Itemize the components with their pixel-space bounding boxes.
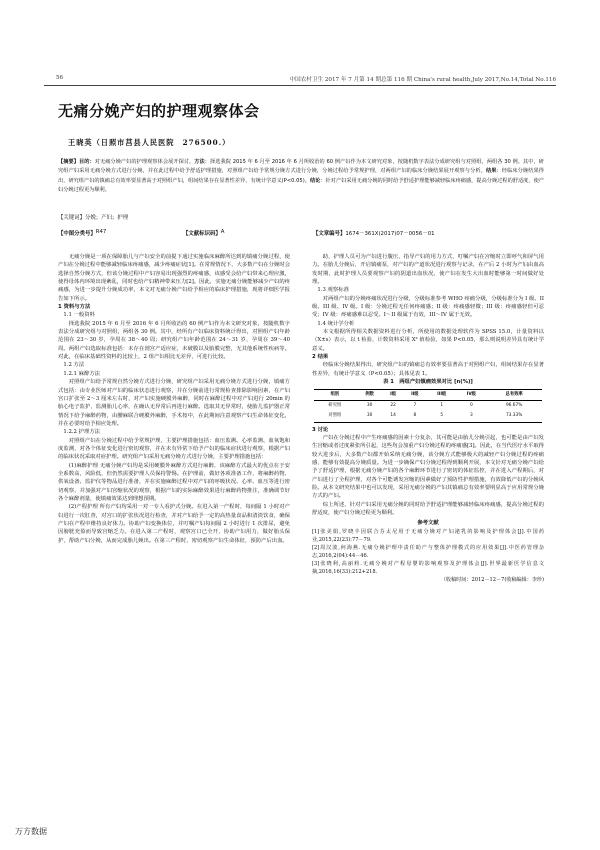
table-header-cell: 组别 [330, 391, 340, 397]
table-header-cell: I级 [390, 391, 397, 397]
table-cell: 1 [440, 402, 444, 408]
doc-code-label: 【文献标识码】 [183, 231, 221, 237]
table-header-row [314, 389, 542, 400]
table-header-cell: II级 [411, 391, 419, 397]
paragraph: 择选我院 2015 年 6 月至 2016 年 6 月所收治的 60 例产妇作为本文研究对象，按随机数字表法分成研究组与对照组，两组各 30 例。其中，经所有产妇临床资料统计得出，对照组产妇年龄范围在 23～30 岁，孕周在 38～40 周；研究组产妇年龄范围在 24～31 岁，孕周在 39～40 周。两组产妇选取标准包括：未存在剖宫产适应症，未破膜以及胎膜完整，无其他系统性疾病等。对此，在临床基础性资料的比较上，2 组产妇相比无差异，可进行比较。 [58, 320, 290, 361]
results-table [314, 389, 542, 423]
subsection-heading: 1.3 观察标准 [317, 287, 349, 294]
result-text: ：经临床分娩结果得出，研究组产妇的镇痛总有效率要显著高于对照组产妇，组间结果存在显著性差异，有统计学意义(P<0.05)。 [58, 168, 544, 184]
references-title: 参考文献 [417, 520, 439, 527]
paragraph: 对两组产妇的分娩疼痛状况进行分级，分级标准参考 WHO 疼痛分级，分级标准分为 I 级、II 级、III 级、IV 级。I 级：分娩过程无任何疼痛感；II 级：疼痛感轻微；III 级：疼痛感轻但可忍受；IV 级：疼痛感难以忍受。I～II 级属于有效，III～IV 属于无效。 [312, 295, 544, 319]
table-cell: 研究组 [328, 402, 342, 408]
table-row [314, 411, 542, 422]
article-no-value: 1674－361X(2017)07－0056－01 [345, 231, 435, 237]
article-title: 无痛分娩产妇的护理观察体会 [58, 102, 260, 120]
section-heading: 3 讨论 [312, 426, 329, 433]
reference-item: [2]周汉波,何海燕.无痛分娩护理中责任助产与整体护理模式的应用效果[J].中医药管理杂志,2016,2(04):44－46. [312, 544, 544, 559]
table-cell: 22 [390, 402, 396, 408]
reference-item: [3]张晓利,高丽莉.无痛分娩对产程母婴的影响观察及护理体会[J].世界最新医学信息文摘,2016,16(33):212+218. [312, 560, 544, 575]
table-cell: 3 [469, 413, 473, 419]
table-header-cell: 例数 [365, 391, 374, 397]
subsection-heading: 1.2 方法 [63, 362, 85, 369]
result-label: 结果 [485, 168, 497, 175]
paragraph: 对照组产妇给予常规自然分娩方式进行分娩，研究组产妇采用无痛分娩方式进行分娩，镇痛方式包括：由专业医师对产妇的临床状态进行观察，并在分娩前进行常规检查排除影响因素，在产妇宫口扩张至 2～3 厘米左右时，对产妇实施硬膜外麻醉，同时在麻醉过程中对产妇进行 20min 的胎心电子监护，监测胎儿心率，在确认无异常后再进行麻醉。选取其无异常时，使胎儿监护器正常情况下给予麻醉药物，由腰麻联合硬膜外麻醉，手术按中，在此期间注意观察产妇生命体征变化，并在必要时给予相应处理。 [58, 379, 290, 427]
table-caption: 表 1 两组产妇镇痛效果对比 [n(%)] [383, 379, 473, 386]
article-no-label: 【文章编号】 [313, 231, 346, 237]
keywords: 【关键词】分娩；产妇；护理 [58, 215, 129, 221]
classification-line [58, 229, 544, 239]
paragraph: 经临床分娩结果得出，研究组产妇的镇痛总有效率要显著高于对照组产妇，组间结果存在显著性差异，有统计学意义（P<0.05）；具体见表 1。 [312, 362, 544, 377]
paragraph: 产妇在分娩过程中产生疼痛感的因素十分复杂，其可能是由胎儿分娩引起，也可能是由产妇发生宫缩或者过度紧张所引起，这些均会加重产妇分娩过程的疼痛感[3]。因此，在当代医疗水平取得较大进步后，大多数产妇都开始采纳无痛分娩，该分娩方式能够极大的减轻产妇分娩过程的疼痛感，能够有效提高分娩质量。为进一步确保产妇分娩过程得到顺利开展，本文针对无痛分娩产妇给予了舒适护理，根据无痛分娩产妇的各个麻醉环节进行了密切的体征监控，并在进入产程期后，对产妇进行了全程护理，对各个可能诱发宫缩的因素做好了预防性护理措施，有效降低产妇的分娩风险。从本文研究结果中也可以发现，采用无痛分娩的产妇其镇痛总有效率要明显高于应用常规分娩方式的产妇。 [312, 434, 545, 500]
right-column [312, 253, 544, 584]
table-cell: 96.67% [505, 402, 523, 408]
table-cell: 30 [366, 413, 373, 419]
journal-info: 中国农村卫生 2017 年 7 月第 14 期总第 116 期 China's rural health,July 2017,No.14,Total No.116 [289, 77, 556, 83]
received-note: （收稿时间：2012－12－7(收稿编辑：李珍) [440, 576, 544, 583]
doc-code-value: A [220, 229, 225, 235]
page-number: 56 [56, 75, 64, 81]
subsection-heading: 1.2.2 护理方法 [63, 429, 101, 436]
left-column [58, 253, 290, 545]
paragraph: 对照组产妇在分娩过程中给予常规护理，主要护理措施包括：血压监测、心率监测、血氧饱和度监测，对各个体征变化进行密切观察，并在未有异常下给予产妇的临床症状进行观察，根据产妇的临床状况采取对症护理。研究组产妇采用无痛分娩方式进行分娩，主要护理措施包括： [58, 437, 290, 461]
reference-item: [1]张美娟,罗晓丰因联合芬太尼用于无痛分娩对产妇泌乳的影响及护理体会[J].中国药业,2015,22(23):77－79. [312, 528, 544, 543]
abstract [58, 158, 544, 195]
page-header [44, 73, 556, 86]
table-cell: 8 [413, 413, 417, 419]
method-text: ：择选我院 2015 年 6 月至 2016 年 6 月所收治的 60 例产妇作为本文研究对象，按随机数字表法分成研究组与对照组，两组各 30 例。其中，研究组产妇采用无痛分娩方式进行分娩，并在此过程中给予舒适护理措施，对照组产妇给予常规分娩方式进行分娩，分娩过程给予常规护理，对两组产妇的临床分娩结果展开观察与分析。 [58, 159, 544, 175]
section-heading: 2 结果 [312, 354, 329, 361]
clc-label: 【中图分类号】 [58, 231, 96, 237]
table-cell: 0 [469, 402, 473, 408]
paragraph: 助，护理人员可为产妇进行腹压，指导产妇的用力方式，叮嘱产妇在宫缩时立即呼气和屏气用力。在胎儿分娩后，开启镇痛泵，对产妇的产道状况进行观察与记录，在产后 2 小时为产妇由血高发时期，此时护理人员要观察产妇的阴道出血状况，使产妇在发生大出血时能够第一时间做好处理。 [312, 254, 544, 286]
section-heading: 1 资料与方法 [58, 304, 91, 311]
table-header-cell: IV级 [466, 391, 476, 397]
paragraph: 综上所述，针对产妇采用无痛分娩的同时给予舒适护理能够减轻临床疼痛感，提高分娩过程的舒适度，使产妇分娩过程更为顺利。 [312, 501, 544, 516]
objective-text: 对无痛分娩产妇的护理观察体会展开探讨。 [94, 159, 195, 165]
clc-value: R47 [95, 229, 107, 235]
table-cell: 对照组 [328, 413, 342, 419]
table-cell: 14 [390, 413, 396, 419]
table-cell: 30 [366, 402, 373, 408]
table-cell: 73.33% [505, 413, 523, 419]
objective-label: 目的： [78, 159, 95, 165]
conclusion-text: ：针对产妇采用无痛分娩的同时给予舒适护理能够减轻临床疼痛感，提高分娩过程的舒适度，使产妇分娩过程更为顺利。 [58, 177, 544, 193]
subsection-heading: 1.2.1 麻醉方法 [63, 370, 101, 377]
table-cell: 7 [413, 402, 417, 408]
abstract-label: 【摘要】 [58, 159, 79, 165]
paragraph: 本文根据所得相关数据资料进行分析，所使用的数据处理软件为 SPSS 15.0，计量资料以（X±s）表示，以 t 检验，计数资料采用 X² 值检验，如果 P<0.05，那么则说明差异具有统计学意义。 [312, 329, 544, 352]
table-row [314, 400, 542, 411]
paragraph: (2)产程护理 所有产妇均采用一对一专人看护式分娩。在进入第一产程时，每间隔 1 小时对产妇进行一次肛查，对宫口的扩张状况进行检查，并对产妇给予一定的高热量食品和清淡饮食，确保产妇在产程中维持良好体力。协助产妇变换体位，并叮嘱产妇每间隔 2 小时进行 1 次排尿，避免因膀胱充盈而导致宫缩乏力。在进入第二产程时，观察宫口已全开，协助产妇用力，做好胎头保护，帮助产妇分娩，从而完成胎儿娩出。在第三产程时，密切观察产妇生命体征，预防产后出血。 [58, 504, 290, 544]
subsection-heading: 1.4 统计学分析 [317, 320, 355, 327]
method-label: 方法 [194, 159, 205, 165]
paragraph: (1)麻醉护理 无痛分娩产妇均是采用硬膜外麻醉方式进行麻醉，该麻醉方式最大的优点在于安全系数高，风险低，但仍然需要护理人员保持警惕。在护理前，做好各项准备工作，将麻醉药物、供氧设备、监护仪等物品进行准备，并在实施麻醉过程中对产妇的呼吸状况、心率、血压等进行密切观察，并加强对产妇宫缩状况的观察，根据产妇的实际麻醉效果进行麻醉药物推注，准确调节好各个麻醉剂量，使镇痛效果达到理想预期。 [58, 462, 290, 502]
conclusion-label: 结论 [309, 177, 321, 184]
table-header-cell: III级 [437, 391, 447, 397]
table-header-cell: 总有效率 [505, 391, 523, 397]
author-line: 王晓英（日照市莒县人民医院 276500.） [68, 138, 231, 147]
footer-watermark: 万方数据 [15, 827, 47, 836]
subsection-heading: 1.1 一般资料 [63, 312, 95, 319]
paragraph: 无痛分娩是一项在保障胎儿与产妇安全的前提下通过实施临床麻醉所达到的镇痛分娩过程，使产妇在分娩过程中能够减轻临床疼痛感，减少疼痛症状[1]。在常规情况下，大多数产妇在分娩时会选择自然分娩方式，但该分娩过程中产妇容易出现强烈的疼痛感，该感受会给产妇带来心理应激，使得母体内环境出现紊乱，同时也给产妇精神带来压力[2]。因此，实施无痛分娩能够减少产妇的疼痛感，为进一步提升分娩成功率，本文对无痛分娩产妇给予相应的临床护理措施，现将详细医学报告如下所示。 [58, 254, 291, 302]
table-cell: 5 [440, 413, 444, 419]
